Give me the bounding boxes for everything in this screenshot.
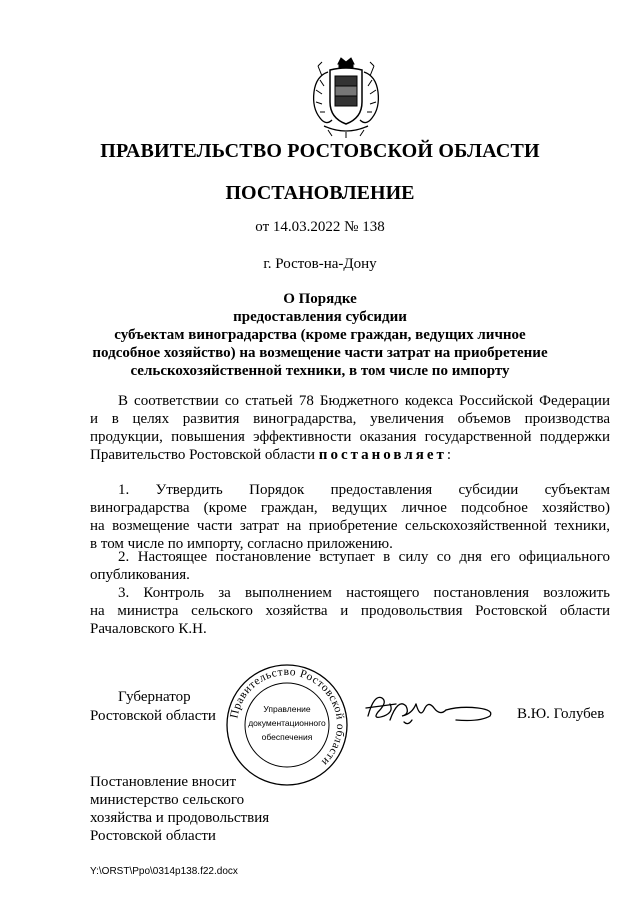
preamble-line: В соответствии со статьей 78 Бюджетного кодекса Российской Федерации xyxy=(118,393,610,409)
signatory-name: В.Ю. Голубев xyxy=(517,706,605,722)
clause-line: 2. Настоящее постановление вступает в силу со дня его официального xyxy=(118,549,610,565)
clause-3 xyxy=(90,584,610,638)
subject-line: субъектам виноградарства (кроме граждан, ведущих личное xyxy=(114,327,526,343)
submitter-line: хозяйства и продовольствия xyxy=(90,810,270,826)
subject-line: подсобное хозяйство) на возмещение части затрат на приобретение xyxy=(92,345,548,361)
preamble-final-line xyxy=(90,446,610,464)
document-subject xyxy=(0,290,640,380)
position-line: Губернатор xyxy=(118,689,191,705)
clause-line: на возмещение части затрат на приобретение сельскохозяйственной техники, xyxy=(90,518,610,534)
clause-line: 3. Контроль за выполнением настоящего постановления возложить xyxy=(118,585,610,601)
submitter-note xyxy=(90,773,269,845)
clause-line: опубликования. xyxy=(90,567,190,583)
subject-line: сельскохозяйственной техники, в том числе по импорту xyxy=(130,363,510,379)
handwritten-signature xyxy=(360,686,500,734)
subject-line: О Порядке xyxy=(283,291,357,307)
stamp-line: обеспечения xyxy=(261,732,313,742)
clause-line: 1. Утвердить Порядок предоставления субсидии субъектам xyxy=(118,482,610,498)
signatory-position xyxy=(90,688,216,726)
submitter-line: Ростовской области xyxy=(90,828,216,844)
document-city: г. Ростов-на-Дону xyxy=(263,256,377,272)
clause-line: Рачаловского К.Н. xyxy=(90,621,207,637)
submitter-line: министерство сельского xyxy=(90,792,245,808)
clause-line: на министра сельского хозяйства и продовольствия Ростовской области xyxy=(90,603,610,619)
document-date-number: от 14.03.2022 № 138 xyxy=(255,219,385,235)
subject-line: предоставления субсидии xyxy=(233,309,407,325)
clause-1 xyxy=(90,481,610,553)
preamble-line: и в целях развития виноградарства, увеличения объемов производства xyxy=(90,411,610,427)
clause-2 xyxy=(90,548,610,584)
preamble-paragraph xyxy=(90,392,610,464)
submitter-line: Постановление вносит xyxy=(90,774,237,790)
clause-line: в том числе по импорту, согласно приложению. xyxy=(90,536,393,552)
preamble-tail: : xyxy=(446,447,452,463)
preamble-line: продукции, повышения эффективности оказания государственной поддержки xyxy=(90,429,610,445)
preamble-line: Правительство Ростовской области xyxy=(90,447,319,463)
official-stamp xyxy=(224,662,350,788)
file-path: Y:\ORST\Ppo\0314p138.f22.docx xyxy=(90,866,238,877)
decree-word: постановляет xyxy=(318,447,447,463)
position-line: Ростовской области xyxy=(90,708,216,724)
coat-of-arms-emblem xyxy=(308,56,384,140)
stamp-line: документационного xyxy=(248,718,326,728)
stamp-line: Управление xyxy=(263,704,311,714)
stamp-ring-text: Правительство Ростовской области xyxy=(228,665,347,769)
document-type: ПОСТАНОВЛЕНИЕ xyxy=(225,182,415,204)
clause-line: виноградарства (кроме граждан, ведущих личное подсобное хозяйство) xyxy=(90,500,610,516)
government-title: ПРАВИТЕЛЬСТВО РОСТОВСКОЙ ОБЛАСТИ xyxy=(100,140,540,162)
